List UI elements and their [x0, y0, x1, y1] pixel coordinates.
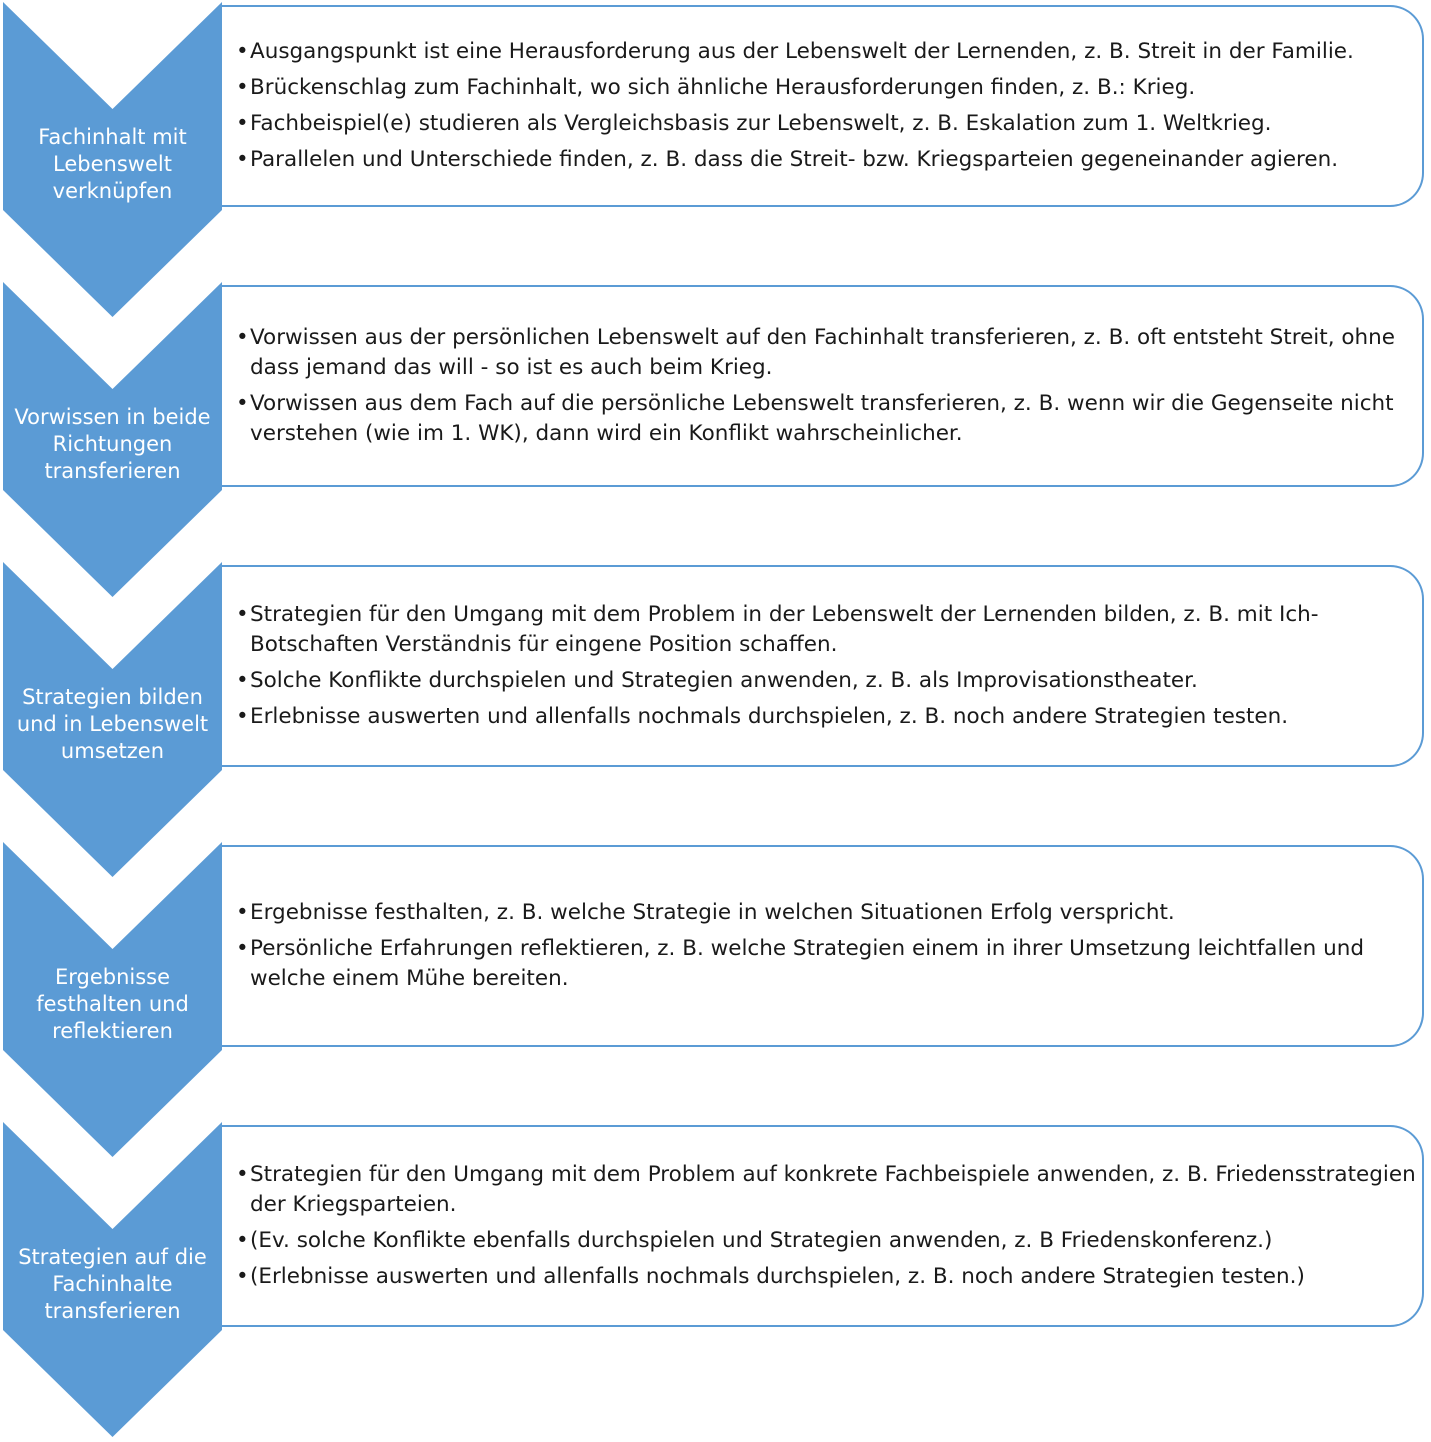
step-details-box: [222, 565, 1424, 767]
bullet-item: • Ausgangspunkt ist eine Herausforderung aus der Lebenswelt der Lernenden, z. B. Streit in der Familie.: [236, 37, 1416, 67]
step-2: [0, 282, 1431, 602]
step-details-box: [222, 5, 1424, 207]
bullet-item: • Erlebnisse auswerten und allenfalls nochmals durchspielen, z. B. noch andere Strategien testen.: [236, 702, 1416, 732]
step-label: Fachinhalt mit Lebenswelt verknüpfen: [38, 124, 187, 203]
bullet-item: • Fachbeispiel(e) studieren als Vergleichsbasis zur Lebenswelt, z. B. Eskalation zum 1. Weltkrieg.: [236, 109, 1416, 139]
step-label: Vorwissen in beide Richtungen transferieren: [14, 404, 211, 483]
step-label: Strategien bilden und in Lebenswelt umsetzen: [16, 684, 209, 763]
bullet-item: • Brückenschlag zum Fachinhalt, wo sich ähnliche Herausforderungen finden, z. B.: Krieg.: [236, 73, 1416, 103]
step-details-box: [222, 845, 1424, 1047]
step-details-box: [222, 1125, 1424, 1327]
step-1: [0, 2, 1431, 322]
bullet-item: • Strategien für den Umgang mit dem Problem in der Lebenswelt der Lernenden bilden, z. B. mit Ich-Botschaften Verständnis für eingene Position schaffen.: [236, 600, 1416, 660]
bullet-item: • (Ev. solche Konflikte ebenfalls durchspielen und Strategien anwenden, z. B Friedenskonferenz.): [236, 1226, 1416, 1256]
step-3: [0, 562, 1431, 882]
bullet-item: • Parallelen und Unterschiede finden, z. B. dass die Streit- bzw. Kriegsparteien gegeneinander agieren.: [236, 145, 1416, 175]
step-label: Ergebnisse festhalten und reflektieren: [36, 964, 189, 1043]
bullet-item: • Strategien für den Umgang mit dem Problem auf konkrete Fachbeispiele anwenden, z. B. Friedensstrategien der Kriegsparteien.: [236, 1160, 1416, 1220]
bullet-item: • Solche Konflikte durchspielen und Strategien anwenden, z. B. als Improvisationstheater.: [236, 666, 1416, 696]
step-5: [0, 1122, 1431, 1442]
bullet-item: • Vorwissen aus dem Fach auf die persönliche Lebenswelt transferieren, z. B. wenn wir die Gegenseite nicht verstehen (wie im 1. WK), dann wird ein Konflikt wahrscheinlicher.: [236, 389, 1416, 449]
step-label: Strategien auf die Fachinhalte transferieren: [18, 1244, 207, 1323]
step-details-box: [222, 285, 1424, 487]
bullet-item: • Persönliche Erfahrungen reflektieren, z. B. welche Strategien einem in ihrer Umsetzung leichtfallen und welche einem Mühe bereiten.: [236, 934, 1416, 994]
bullet-item: • Vorwissen aus der persönlichen Lebenswelt auf den Fachinhalt transferieren, z. B. oft entsteht Streit, ohne dass jemand das will - so ist es auch beim Krieg.: [236, 323, 1416, 383]
bullet-item: • (Erlebnisse auswerten und allenfalls nochmals durchspielen, z. B. noch andere Strategien testen.): [236, 1262, 1416, 1292]
step-4: [0, 842, 1431, 1162]
bullet-item: • Ergebnisse festhalten, z. B. welche Strategie in welchen Situationen Erfolg verspricht.: [236, 898, 1416, 928]
